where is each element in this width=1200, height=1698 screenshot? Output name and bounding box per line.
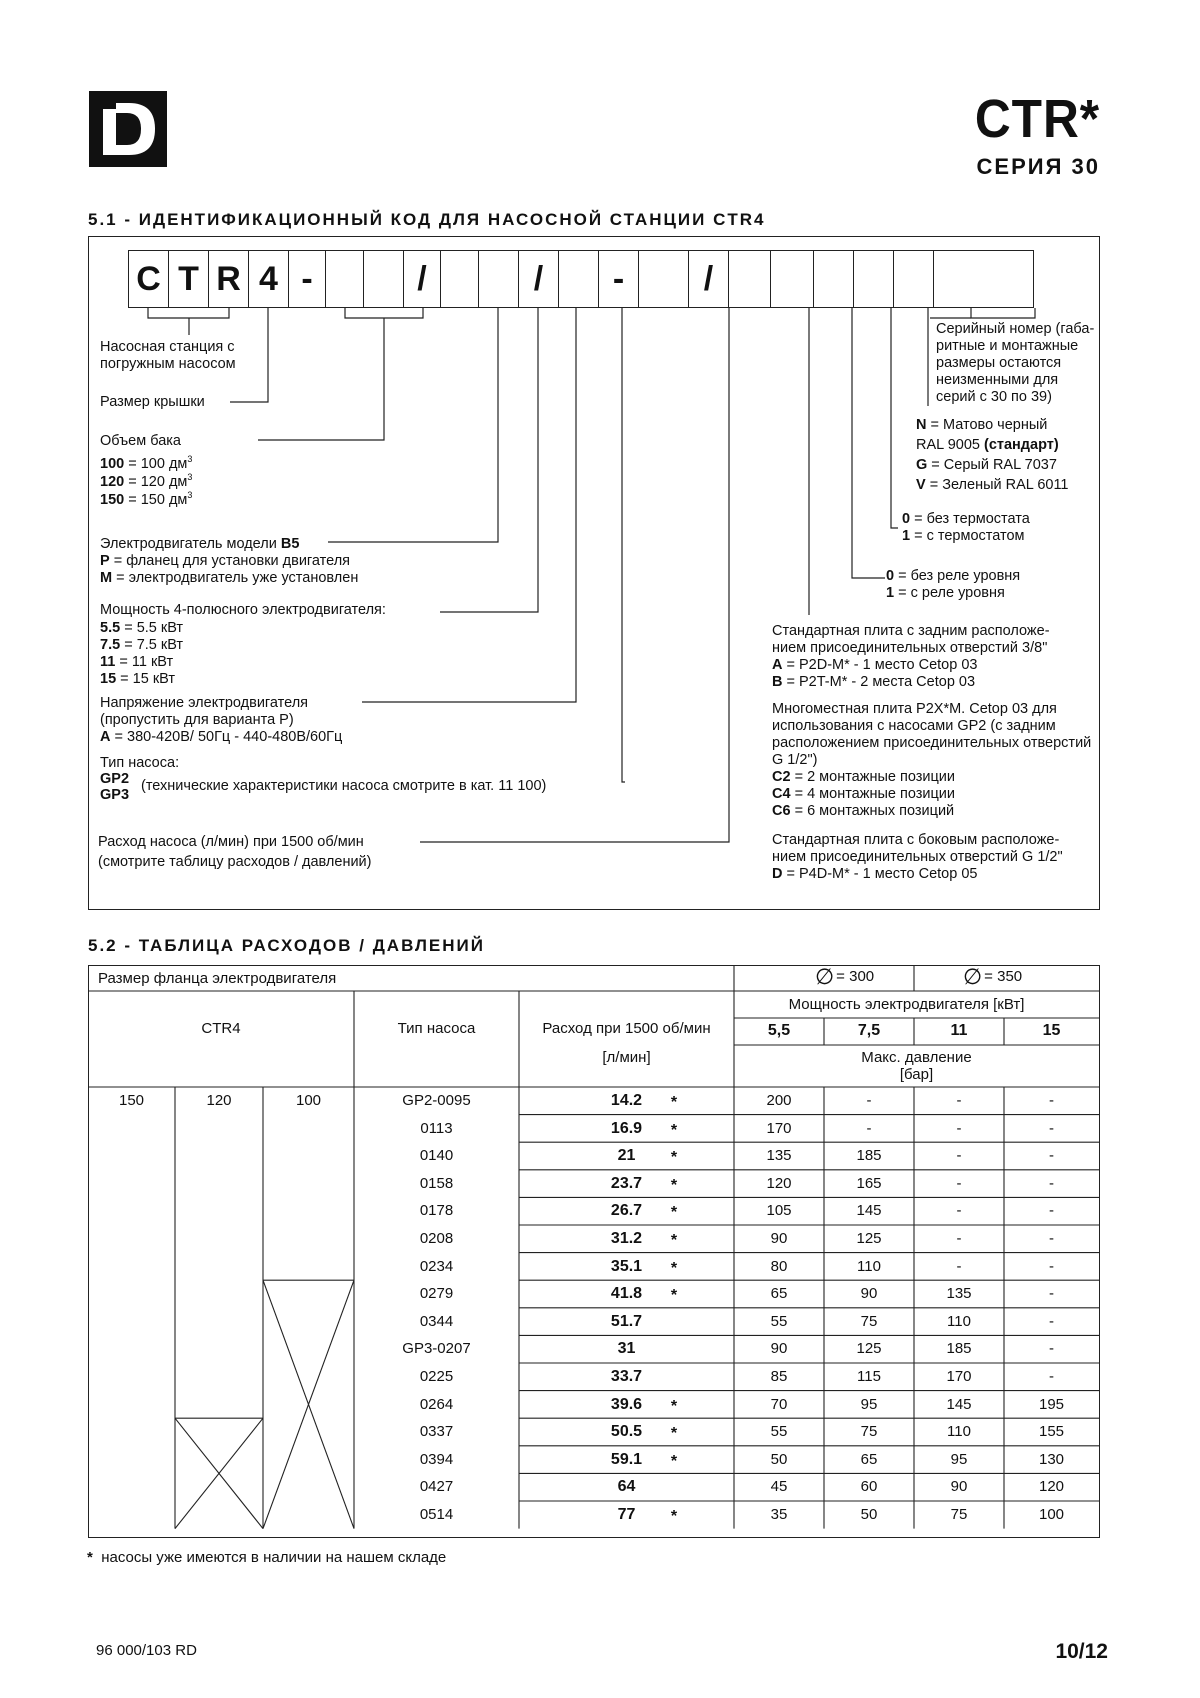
pump-cell: 0344 <box>419 1312 454 1330</box>
power-item-code: 7.5 <box>100 637 121 653</box>
pressure-cell: - <box>1049 1119 1054 1137</box>
label-voltage-sub: (пропустить для варианта P) <box>100 712 294 728</box>
color-item-code: G <box>916 457 928 473</box>
pump-cell: 0208 <box>419 1230 454 1247</box>
pressure-cell: - <box>1049 1202 1054 1220</box>
pressure-cell: 145 <box>946 1395 972 1413</box>
pressure-cell: 120 <box>1038 1478 1065 1496</box>
pump-cell: 0264 <box>419 1395 454 1413</box>
pressure-cell: 90 <box>950 1478 968 1496</box>
motor-item-text: = электродвигатель уже установлен <box>112 570 359 586</box>
tank-item-code: 150 <box>100 491 125 508</box>
star-cell: * <box>670 1287 678 1305</box>
pressure-cell: 50 <box>770 1450 788 1468</box>
pump-cell: 0279 <box>419 1285 454 1303</box>
pressure-cell: 120 <box>766 1174 792 1192</box>
pressure-cell: 65 <box>770 1285 788 1303</box>
plate2-item-code: C4 <box>772 786 791 802</box>
serial-line-0: Серийный номер (габа- <box>936 321 1095 337</box>
pump-cell: 0337 <box>419 1423 454 1441</box>
pressure-cell: 185 <box>946 1340 972 1358</box>
color-item-text: RAL 9005 <box>916 437 984 453</box>
section-heading-code: 5.1 - ИДЕНТИФИКАЦИОННЫЙ КОД ДЛЯ НАСОСНОЙ СТАНЦИИ CTR4 <box>88 210 766 229</box>
flow-cell: 31.2 <box>610 1230 643 1247</box>
pressure-cell: 110 <box>947 1423 971 1441</box>
star-cell: * <box>670 1176 678 1194</box>
flow-cell: 51.7 <box>610 1312 643 1330</box>
pressure-cell: - <box>1049 1285 1054 1303</box>
pressure-cell: 75 <box>950 1506 968 1523</box>
thermo-item-code: 1 <box>902 528 911 544</box>
power-col-header: 15 <box>1042 1022 1061 1039</box>
label-power-title: Мощность 4-полюсного электродвигателя: <box>100 602 386 618</box>
pressure-cell: - <box>956 1202 962 1220</box>
pump-type-label: Тип насоса <box>397 1020 476 1037</box>
star-cell: * <box>670 1121 678 1139</box>
page-number: 10/12 <box>1055 1640 1108 1663</box>
plate3-line-1: нием присоединительных отверстий G 1/2" <box>772 849 1063 865</box>
product-title: CTR* <box>974 89 1100 149</box>
pressure-cell: 110 <box>947 1312 971 1330</box>
star-cell: * <box>670 1232 678 1249</box>
pressure-cell: 125 <box>856 1230 882 1247</box>
pump-cell: 0427 <box>419 1478 454 1496</box>
pressure-cell: - <box>956 1119 962 1137</box>
color-item-code: V <box>916 477 926 493</box>
code-cell: T <box>168 250 209 308</box>
diameter-300 <box>815 964 875 989</box>
flow-cell: 50.5 <box>610 1423 643 1441</box>
serial-line-1: ритные и монтажные <box>936 338 1079 354</box>
serial-line-4: серий с 30 по 39) <box>936 389 1052 405</box>
pressure-cell: 55 <box>770 1423 788 1441</box>
flow-cell: 39.6 <box>610 1395 643 1413</box>
label-voltage-title: Напряжение электродвигателя <box>100 695 309 711</box>
plate1-item-text: = P2T-M* - 2 места Cetop 03 <box>782 674 976 690</box>
tank-item-text: = 120 дм <box>124 473 188 490</box>
motor-item-text: = фланец для установки двигателя <box>109 553 351 569</box>
label-cover-size: Размер крышки <box>100 394 205 410</box>
serial-line-2: размеры остаются <box>936 355 1062 371</box>
diameter-350-value: = 350 <box>984 968 1023 985</box>
pressure-cell: 55 <box>770 1312 788 1330</box>
tank-col: 150 <box>118 1092 145 1109</box>
flow-cell: 26.7 <box>610 1202 643 1220</box>
pressure-cell: 50 <box>860 1506 878 1523</box>
pressure-cell: - <box>1049 1147 1054 1165</box>
pressure-cell: 135 <box>946 1285 972 1303</box>
code-cell: - <box>288 250 326 308</box>
code-cell: / <box>403 250 441 308</box>
plate2-item-text: = 2 монтажные позиции <box>790 769 955 785</box>
pressure-cell: 135 <box>766 1147 792 1165</box>
motor-item-code: P <box>100 553 110 569</box>
pressure-cell: 115 <box>857 1368 881 1385</box>
plate3-item-text: = P4D-M* - 1 место Cetop 05 <box>782 866 978 882</box>
thermo-item-text: = с термостатом <box>910 528 1025 544</box>
flow-label: Расход при 1500 об/мин <box>542 1020 711 1037</box>
flow-cell: 35.1 <box>610 1257 643 1275</box>
pressure-cell: 90 <box>860 1285 878 1303</box>
max-pressure-label: Макс. давление <box>861 1049 972 1066</box>
plate2-line-3: G 1/2") <box>772 752 818 768</box>
level-item-text: = с реле уровня <box>894 585 1005 601</box>
pressure-cell: - <box>956 1147 962 1165</box>
diameter-350 <box>963 964 1023 989</box>
color-item-text: = Матово черный <box>926 417 1048 433</box>
pump-cell: 0225 <box>419 1368 454 1385</box>
flange-label: Размер фланца электродвигателя <box>98 970 337 987</box>
code-cell: / <box>518 250 559 308</box>
plate1-line-1: нием присоединительных отверстий 3/8" <box>772 640 1048 656</box>
pressure-cell: 70 <box>770 1395 788 1413</box>
plate2-item-text: = 4 монтажные позиции <box>790 786 955 802</box>
label-tank-title: Объем бака <box>100 433 181 449</box>
star-cell: * <box>670 1094 678 1111</box>
power-col-header: 5,5 <box>767 1022 791 1039</box>
level-item-code: 1 <box>886 585 895 601</box>
tank-col: 100 <box>295 1092 322 1109</box>
pressure-cell: - <box>866 1119 872 1137</box>
tank-item-code: 120 <box>100 473 125 490</box>
level-item-code: 0 <box>886 568 895 584</box>
pressure-cell: - <box>956 1092 962 1109</box>
power-item-text: = 15 кВт <box>116 671 175 687</box>
label-pump-gp2: GP2 <box>100 771 130 787</box>
color-item-text: = Серый RAL 7037 <box>927 457 1057 473</box>
pressure-cell: 185 <box>856 1147 882 1165</box>
plate1-item-code: A <box>772 657 783 673</box>
plate1-item-code: B <box>772 674 783 690</box>
tank-item-sup: 3 <box>187 490 193 500</box>
pump-cell: 0158 <box>419 1174 454 1192</box>
flow-cell: 14.2 <box>610 1092 643 1109</box>
plate2-item-code: C2 <box>772 769 791 785</box>
flow-cell: 77 <box>617 1506 636 1523</box>
plate2-item-text: = 6 монтажных позиций <box>790 803 955 819</box>
tank-item-sup: 3 <box>187 454 193 464</box>
pump-cell: 0113 <box>420 1119 453 1137</box>
diameter-300-value: = 300 <box>836 968 875 985</box>
color-item-extra: (стандарт) <box>983 437 1059 453</box>
pump-cell: 0234 <box>419 1257 454 1275</box>
level-item-text: = без реле уровня <box>894 568 1021 584</box>
label-flow-1: Расход насоса (л/мин) при 1500 об/мин <box>98 834 364 850</box>
pump-cell: 0140 <box>419 1147 454 1165</box>
tank-item-code: 100 <box>100 455 125 472</box>
motor-item-code: M <box>100 570 113 586</box>
pump-cell: GP3-0207 <box>402 1340 471 1358</box>
diameter-icon: ∅ <box>963 964 983 989</box>
pressure-cell: 95 <box>950 1450 968 1468</box>
pressure-cell: - <box>956 1257 962 1275</box>
power-item-text: = 7.5 кВт <box>120 637 184 653</box>
section-heading-table: 5.2 - ТАБЛИЦА РАСХОДОВ / ДАВЛЕНИЙ <box>88 936 485 955</box>
label-station-2: погружным насосом <box>100 356 236 372</box>
pressure-cell: - <box>956 1174 962 1192</box>
power-col-header: 7,5 <box>857 1022 881 1039</box>
label-station-1: Насосная станция с <box>100 339 235 355</box>
pressure-cell: - <box>1049 1174 1054 1192</box>
pressure-cell: 35 <box>770 1506 788 1523</box>
star-cell: * <box>670 1204 678 1222</box>
label-voltage-a: A = 380-420В/ 50Гц - 440-480В/60Гц <box>100 729 343 745</box>
pressure-cell: 65 <box>860 1450 878 1468</box>
code-cell: - <box>598 250 639 308</box>
flow-cell: 41.8 <box>610 1285 643 1303</box>
star-cell: * <box>670 1425 678 1443</box>
ctr4-label: CTR4 <box>201 1020 241 1037</box>
pressure-cell: 145 <box>856 1202 882 1220</box>
pressure-cell: 95 <box>860 1395 878 1413</box>
power-col-header: 11 <box>950 1022 968 1039</box>
tank-item-sup: 3 <box>187 472 193 482</box>
flow-cell: 16.9 <box>610 1119 643 1137</box>
pressure-cell: - <box>1049 1092 1054 1109</box>
thermo-item-text: = без термостата <box>910 511 1030 527</box>
power-label: Мощность электродвигателя [кВт] <box>788 996 1025 1013</box>
code-cell: R <box>208 250 249 308</box>
pressure-cell: - <box>1049 1257 1054 1275</box>
star-cell: * <box>670 1508 678 1525</box>
tank-item-text: = 150 дм <box>124 491 188 508</box>
label-pump-title: Тип насоса: <box>100 755 180 771</box>
flow-cell: 59.1 <box>610 1450 643 1468</box>
series-label: СЕРИЯ 30 <box>976 154 1100 179</box>
plate2-line-0: Многоместная плита P2X*M. Cetop 03 для <box>772 701 1057 717</box>
pressure-cell: 170 <box>946 1368 972 1385</box>
flow-cell: 64 <box>617 1478 636 1496</box>
flow-unit: [л/мин] <box>602 1049 651 1066</box>
star-cell: * <box>670 1452 678 1470</box>
pressure-cell: - <box>866 1092 872 1109</box>
label-motor-title: Электродвигатель модели B5 <box>100 536 300 552</box>
power-item-code: 5.5 <box>100 620 121 636</box>
plate1-line-0: Стандартная плита с задним расположе- <box>772 623 1050 639</box>
flow-cell: 21 <box>617 1147 636 1165</box>
pump-cell: 0514 <box>419 1506 454 1523</box>
pressure-cell: - <box>956 1230 962 1247</box>
power-item-code: 15 <box>100 671 117 687</box>
tank-item-text: = 100 дм <box>124 455 188 472</box>
pressure-cell: 60 <box>860 1478 878 1496</box>
power-item-text: = 5.5 кВт <box>120 620 184 636</box>
flow-cell: 33.7 <box>610 1368 643 1385</box>
label-pump-text: (технические характеристики насоса смотрите в кат. 11 100) <box>141 778 547 794</box>
pressure-cell: 90 <box>770 1230 788 1247</box>
pressure-cell: 110 <box>857 1257 881 1275</box>
pressure-cell: - <box>1049 1230 1054 1247</box>
diameter-icon: ∅ <box>815 964 835 989</box>
pressure-cell: 85 <box>770 1368 788 1385</box>
pressure-cell: 80 <box>770 1257 788 1275</box>
pressure-cell: 125 <box>856 1340 882 1358</box>
flow-cell: 23.7 <box>610 1174 643 1192</box>
pump-cell: 0394 <box>419 1450 454 1468</box>
code-cell: / <box>688 250 729 308</box>
pressure-cell: 170 <box>766 1119 792 1137</box>
pressure-cell: 90 <box>770 1340 788 1358</box>
color-item-code: N <box>916 417 927 433</box>
power-item-text: = 11 кВт <box>115 654 174 670</box>
pump-cell: GP2-0095 <box>402 1092 471 1109</box>
flow-cell: 31 <box>617 1340 636 1358</box>
pressure-cell: 130 <box>1038 1450 1065 1468</box>
plate2-line-1: использования с насосами GP2 (с задним <box>772 718 1056 734</box>
pressure-cell: 155 <box>1038 1423 1065 1441</box>
pressure-cell: 105 <box>766 1202 792 1220</box>
pressure-cell: 45 <box>770 1478 788 1496</box>
thermo-item-code: 0 <box>902 511 911 527</box>
serial-line-3: неизменными для <box>936 372 1059 388</box>
plate3-line-0: Стандартная плита с боковым расположе- <box>772 832 1060 848</box>
star-cell: * <box>670 1149 678 1167</box>
max-pressure-unit: [бар] <box>899 1066 934 1083</box>
label-pump-gp3: GP3 <box>100 787 130 803</box>
plate3-item-code: D <box>772 866 783 882</box>
pressure-cell: 165 <box>856 1174 882 1192</box>
label-flow-2: (смотрите таблицу расходов / давлений) <box>98 854 372 870</box>
document-code: 96 000/103 RD <box>96 1642 197 1659</box>
pressure-cell: 100 <box>1038 1506 1065 1523</box>
pressure-cell: - <box>1049 1312 1054 1330</box>
pressure-cell: 75 <box>860 1312 878 1330</box>
pressure-cell: 195 <box>1038 1395 1065 1413</box>
pressure-cell: 200 <box>766 1092 792 1109</box>
pressure-cell: - <box>1049 1340 1054 1358</box>
plate2-line-2: расположением присоединительных отверстий <box>772 735 1092 751</box>
color-item-text: = Зеленый RAL 6011 <box>925 477 1069 493</box>
tank-col: 120 <box>206 1092 232 1109</box>
code-cell: C <box>128 250 169 308</box>
code-cell: 4 <box>248 250 289 308</box>
star-cell: * <box>670 1397 678 1415</box>
footnote: * насосы уже имеются в наличии на нашем складе <box>87 1549 447 1566</box>
pump-cell: 0178 <box>419 1202 454 1220</box>
star-cell: * <box>670 1259 678 1277</box>
plate1-item-text: = P2D-M* - 1 место Cetop 03 <box>782 657 978 673</box>
plate2-item-code: C6 <box>772 803 791 819</box>
pressure-cell: - <box>1049 1368 1054 1385</box>
pressure-cell: 75 <box>860 1423 878 1441</box>
power-item-code: 11 <box>100 654 116 670</box>
